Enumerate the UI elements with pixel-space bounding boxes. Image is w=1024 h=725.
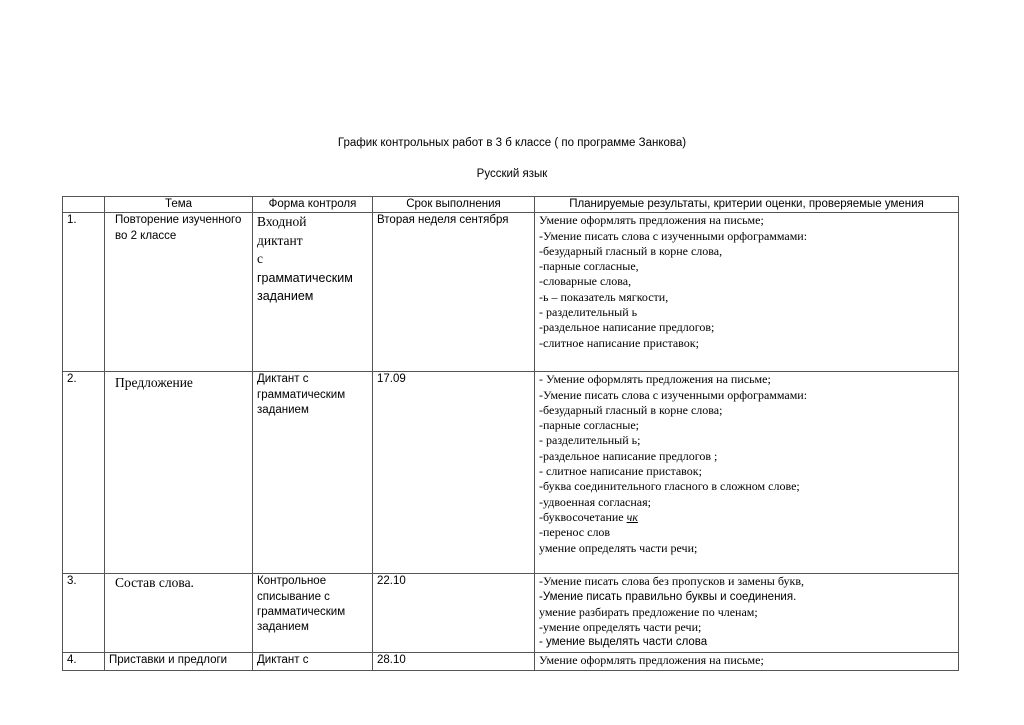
- result-line: -парные согласные;: [539, 418, 639, 433]
- result-line: -Умение писать слова без пропусков и замены букв,: [539, 574, 804, 589]
- row-deadline: 22.10: [373, 574, 535, 653]
- result-line: -раздельное написание предлогов ;: [539, 448, 718, 463]
- result-line: -умение определять части речи;: [539, 620, 702, 635]
- result-line: [539, 510, 954, 525]
- result-line: - слитное написание приставок;: [539, 464, 702, 479]
- row-deadline: 28.10: [373, 653, 535, 671]
- row-results: [535, 213, 959, 372]
- result-line: -парные согласные,: [539, 259, 639, 274]
- result-line: -Умение писать слова с изученными орфограммами:: [539, 228, 808, 243]
- result-line: -перенос слов: [539, 525, 611, 540]
- row-results: [535, 372, 959, 574]
- result-text: -буквосочетание: [539, 509, 627, 524]
- result-line: -буква соединительного гласного в сложном слове;: [539, 479, 800, 494]
- control-works-table: [62, 196, 959, 671]
- form-line: заданием: [257, 289, 314, 304]
- table-row: [63, 574, 959, 653]
- row-results: [535, 653, 959, 671]
- table-header-row: [63, 197, 959, 213]
- table-row: [63, 653, 959, 671]
- row-form: Контрольное списывание с грамматическим заданием: [253, 574, 373, 653]
- table-row: [63, 372, 959, 574]
- form-line: Входной: [257, 214, 307, 230]
- result-line: -словарные слова,: [539, 274, 632, 289]
- document-title: График контрольных работ в 3 б классе ( по программе Занкова): [337, 137, 687, 149]
- result-line: -удвоенная согласная;: [539, 494, 651, 509]
- row-deadline: 17.09: [373, 372, 535, 574]
- result-line: Умение оформлять предложения на письме;: [539, 213, 764, 228]
- result-line: -Умение писать слова с изученными орфограммами:: [539, 387, 808, 402]
- table-row: [63, 213, 959, 372]
- header-num: [63, 197, 105, 213]
- result-line: умение определять части речи;: [539, 540, 698, 555]
- form-line: диктант: [257, 232, 303, 248]
- header-form: Форма контроля: [253, 197, 373, 213]
- header-results: Планируемые результаты, критерии оценки, проверяемые умения: [535, 197, 959, 213]
- result-line: -безударный гласный в корне слова,: [539, 243, 723, 258]
- row-num: 1.: [63, 213, 105, 372]
- result-line: - умение выделять части слова: [539, 636, 708, 649]
- row-topic: Предложение: [105, 372, 253, 574]
- row-topic: Повторение изученного во 2 классе: [105, 213, 253, 372]
- result-line: - разделительный ь;: [539, 433, 641, 448]
- row-form: Диктант с: [253, 653, 373, 671]
- row-num: 2.: [63, 372, 105, 574]
- row-form: [253, 213, 373, 372]
- result-emphasis: чк: [626, 509, 638, 524]
- result-line: -слитное написание приставок;: [539, 335, 699, 350]
- result-line: -безударный гласный в корне слова;: [539, 402, 723, 417]
- subject-title: Русский язык: [476, 168, 548, 180]
- row-form: Диктант с грамматическим заданием: [253, 372, 373, 574]
- result-line: -ь – показатель мягкости,: [539, 289, 669, 304]
- header-deadline: Срок выполнения: [373, 197, 535, 213]
- header-topic: Тема: [105, 197, 253, 213]
- result-line: Умение оформлять предложения на письме;: [539, 653, 764, 668]
- form-line: с: [257, 251, 263, 267]
- row-results: [535, 574, 959, 653]
- result-line: -раздельное написание предлогов;: [539, 320, 715, 335]
- row-topic: Приставки и предлоги: [105, 653, 253, 671]
- result-line: - разделительный ь: [539, 305, 638, 320]
- row-num: 3.: [63, 574, 105, 653]
- row-deadline: Вторая неделя сентября: [373, 213, 535, 372]
- row-num: 4.: [63, 653, 105, 671]
- result-line: - Умение оформлять предложения на письме;: [539, 372, 771, 387]
- result-line: умение разбирать предложение по членам;: [539, 604, 758, 619]
- row-topic: Состав слова.: [105, 574, 253, 653]
- form-line: грамматическим: [257, 270, 353, 285]
- result-line: -Умение писать правильно буквы и соединения.: [539, 590, 797, 603]
